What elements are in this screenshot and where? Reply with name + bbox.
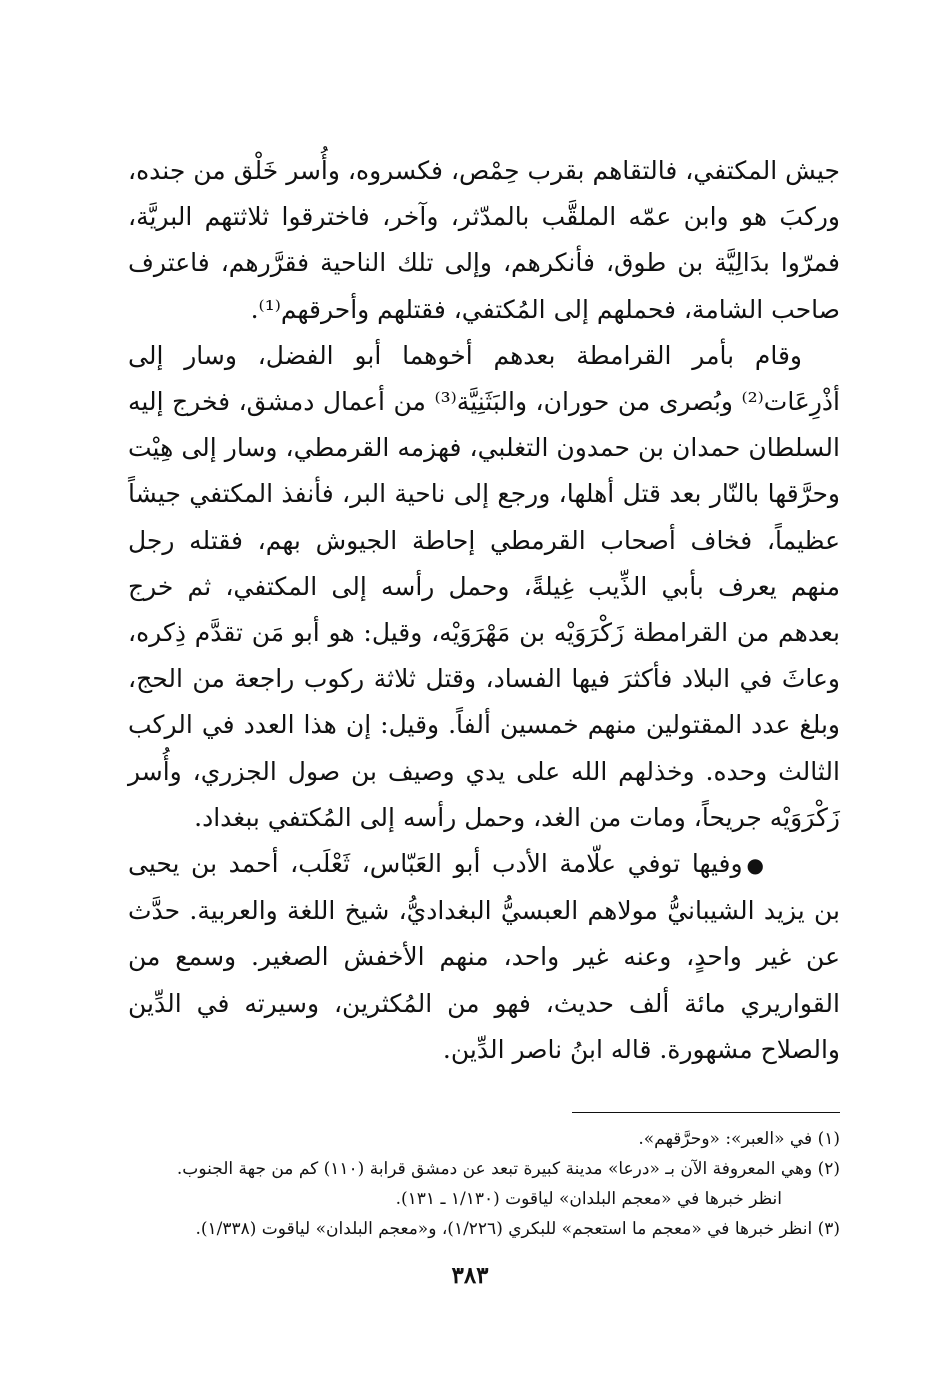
footnote-1: (١) في «العبر»: «وحرَّقهم». <box>638 1129 840 1149</box>
paragraph-1: جيش المكتفي، فالتقاهم بقرب حِمْص، فكسروه، وأُسر خَلْق من جنده، وركبَ هو وابن عمّه الملقَّب بالمدّثر، وآخر، فاخترقوا ثلاثتهم البريَّة، فمرّوا بدَالِيَّة بن طوق، فأنكرهم، وإلى تلك الناحية فقرَّرهم، فاعترف صاحب الشامة، فحملهم إلى المُكتفي، فقتلهم وأحرقهم⁽¹⁾. <box>128 156 840 324</box>
footnote-3: (٣) انظر خبرها في «معجم ما استعجم» للبكري (١/٢٢٦)، و«معجم البلدان» لياقوت (١/٣٣٨). <box>195 1219 840 1239</box>
footnote-divider <box>572 1112 840 1113</box>
footnote-2-continuation: انظر خبرها في «معجم البلدان» لياقوت (١/١٣٠ ـ ١٣١). <box>395 1189 782 1209</box>
paragraph-2: وقام بأمر القرامطة بعدهم أخوهما أبو الفضل، وسار إلى أذْرِعَات⁽²⁾ وبُصرى من حوران، والبَثَنِيَّة⁽³⁾ من أعمال دمشق، فخرج إليه السلطان حمدان بن حمدون التغلبي، فهزمه القرمطي، وسار إلى هِيْت وحرَّقها بالنّار بعد قتل أهلها، ورجع إلى ناحية البر، فأنفذ المكتفي جيشاً عظيماً، فخاف أصحاب القرمطي إحاطة الجيوش بهم، فقتله رجل منهم يعرف بأبي الذِّيب غِيلةً، وحمل رأسه إلى المكتفي، ثم خرج بعدهم من القرامطة زَكْرَوَيْه بن مَهْرَوَيْه، وقيل: هو أبو مَن تقدَّم ذِكره، وعاثَ في البلاد فأكثرَ فيها الفساد، وقتل ثلاثة ركوب راجعة من الحج، وبلغ عدد المقتولين منهم خمسين ألفاً. وقيل: إن هذا العدد في الركب الثالث وحده. وخذلهم الله على يدي وصيف بن صول الجزري، وأُسر زَكْرَوَيْه جريحاً، ومات من الغد، وحمل رأسه إلى المُكتفي ببغداد. <box>128 340 841 832</box>
footnote-2: (٢) وهي المعروفة الآن بـ «درعا» مدينة كبيرة تبعد عن دمشق قرابة (١١٠) كم من جهة الجنوب. <box>176 1159 840 1179</box>
page-number: ٣٨٣ <box>451 1262 489 1289</box>
paragraph-3 <box>128 841 840 1073</box>
bullet-icon: ● <box>746 853 764 878</box>
main-text-block <box>128 148 840 1073</box>
footnotes-block <box>100 1124 840 1244</box>
paragraph-3-text: وفيها توفي علّامة الأدب أبو العَبّاس، ثَعْلَب، أحمد بن يحيى بن يزيد الشيبانيُّ مولاهم العبسيُّ البغداديُّ، شيخ اللغة والعربية. حدَّث عن غير واحدٍ، وعنه غير واحد، منهم الأخفش الصغير. وسمع من القواريري مائة ألف حديث، فهو من المُكثرين، وسيرته في الدِّين والصلاح مشهورة. قاله ابنُ ناصر الدِّين. <box>128 849 840 1064</box>
